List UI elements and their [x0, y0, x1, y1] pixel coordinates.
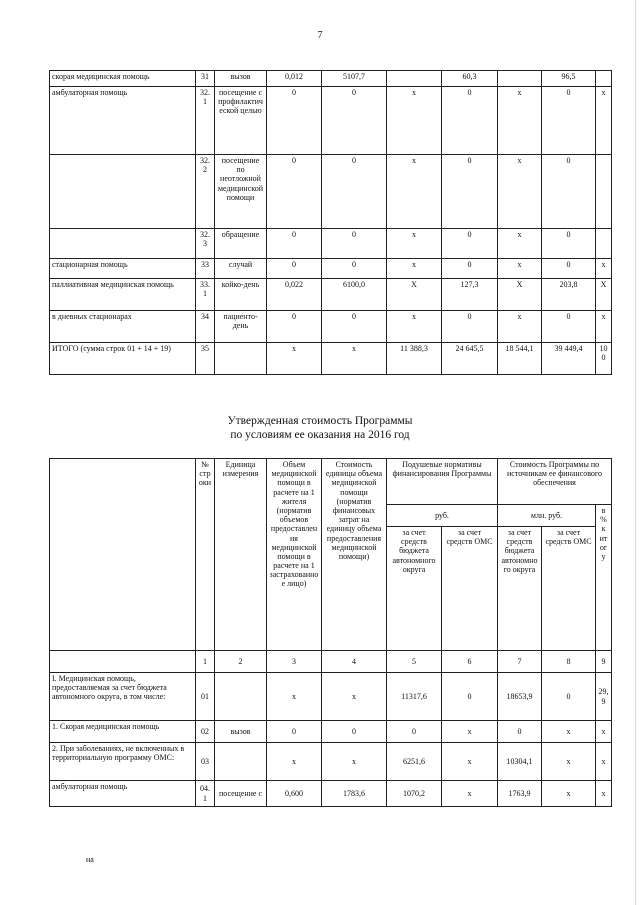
table-cell: 0 — [542, 87, 596, 155]
row-label-cell: паллиативная медицинская помощь — [50, 279, 196, 311]
table-cell: 0 — [267, 259, 322, 279]
table-cell: 32. 3 — [196, 229, 215, 259]
row-label-cell: скорая медицинская помощь — [50, 71, 196, 87]
table-caption — [0, 414, 640, 443]
table-cell: х — [542, 781, 596, 807]
row-label-cell — [50, 229, 196, 259]
column-number: 7 — [498, 651, 542, 673]
table-cell: 1070,2 — [387, 781, 442, 807]
table-cell: посещение по неотложной медицинской помощи — [215, 155, 267, 229]
row-label-cell: ИТОГО (сумма строк 01 + 14 + 19) — [50, 343, 196, 375]
table-cell: х — [498, 229, 542, 259]
table-cell: 0,012 — [267, 71, 322, 87]
header-row-no: № строки — [196, 459, 215, 651]
table-row — [50, 743, 612, 781]
table-row — [50, 343, 612, 375]
table-cell: х — [542, 721, 596, 743]
row-label-cell: стационарная помощь — [50, 259, 196, 279]
table-cell — [596, 71, 612, 87]
table-cell: 100 — [596, 343, 612, 375]
table-cell: х — [322, 743, 387, 781]
header-percent: в % к итогу — [596, 505, 612, 651]
table-cell: 0 — [267, 87, 322, 155]
table-cell — [498, 71, 542, 87]
column-number: 4 — [322, 651, 387, 673]
table-cell: 127,3 — [442, 279, 498, 311]
table-cell: 1783,6 — [322, 781, 387, 807]
table-cell: 6251,6 — [387, 743, 442, 781]
table-cell: 02 — [196, 721, 215, 743]
table-cell: 24 645,5 — [442, 343, 498, 375]
table-cell: посещение с — [215, 781, 267, 807]
header-per-capita: Подушевые нормативы финансирования Программы — [387, 459, 498, 505]
header-mln-rub: млн. руб. — [498, 505, 596, 527]
table-cell: 0 — [267, 155, 322, 229]
table-cell: х — [498, 155, 542, 229]
header-budget-2: за счет средств бюджета автономного округа — [498, 527, 542, 651]
table-row — [50, 673, 612, 721]
table-cell: 0 — [542, 259, 596, 279]
row-label-cell: в дневных стационарах — [50, 311, 196, 343]
table-cell: койко-день — [215, 279, 267, 311]
table-row — [50, 155, 612, 229]
table-cell: Х — [387, 279, 442, 311]
header-oms-1: за счет средств ОМС — [442, 527, 498, 651]
table-cell: 39 449,4 — [542, 343, 596, 375]
table-cell: х — [267, 673, 322, 721]
caption-line-2: по условиям ее оказания на 2016 год — [230, 429, 410, 442]
table-cell: случай — [215, 259, 267, 279]
row-label-cell: амбулаторная помощь — [50, 781, 196, 807]
table-cell: 32. 1 — [196, 87, 215, 155]
table-cell: х — [596, 311, 612, 343]
row-label-cell: I. Медицинская помощь, предоставляемая за счет бюджета автономного округа, в том числе: — [50, 673, 196, 721]
column-number: 9 — [596, 651, 612, 673]
table-cell: 33 — [196, 259, 215, 279]
table-cell: х — [542, 743, 596, 781]
table-cell: 0 — [542, 673, 596, 721]
table-cell: 0 — [498, 721, 542, 743]
table-cell: 11 388,3 — [387, 343, 442, 375]
table-cell: х — [498, 87, 542, 155]
table-cell: 0 — [267, 311, 322, 343]
table-cell — [387, 71, 442, 87]
row-label-cell: амбулаторная помощь — [50, 87, 196, 155]
table-cell: х — [596, 721, 612, 743]
table-cell: х — [267, 743, 322, 781]
header-unit-cost: Стоимость единицы объема медицинской помощи (норматив финансовых затрат на единицу объема предоставления медицинской помощи) — [322, 459, 387, 651]
table-cell: х — [322, 673, 387, 721]
table-cell: 0,022 — [267, 279, 322, 311]
table-cell: вызов — [215, 721, 267, 743]
table-cell — [215, 343, 267, 375]
row-label-cell: 2. При заболеваниях, не включенных в территориальную программу ОМС: — [50, 743, 196, 781]
table-row — [50, 721, 612, 743]
table-cell: 1763,9 — [498, 781, 542, 807]
table-cell: 33. 1 — [196, 279, 215, 311]
table-cell: 0 — [267, 229, 322, 259]
table-cell: 34 — [196, 311, 215, 343]
table-cell: х — [596, 259, 612, 279]
table-cell: Х — [498, 279, 542, 311]
column-number: 5 — [387, 651, 442, 673]
page-number: 7 — [317, 30, 323, 41]
table-cell: 10304,1 — [498, 743, 542, 781]
table-cell: 0 — [542, 229, 596, 259]
table-cell: 0 — [322, 311, 387, 343]
table-cell: вызов — [215, 71, 267, 87]
table-cell: х — [498, 259, 542, 279]
table-cell: обращение — [215, 229, 267, 259]
table-cell: х — [596, 743, 612, 781]
table-cell: Х — [596, 279, 612, 311]
table-cell: пациенто-день — [215, 311, 267, 343]
table-cell: 0 — [442, 311, 498, 343]
table-cell: 0 — [442, 259, 498, 279]
table-cell: 0 — [322, 87, 387, 155]
table-cell: х — [387, 229, 442, 259]
table-cell: 11317,6 — [387, 673, 442, 721]
table-cell: 6100,0 — [322, 279, 387, 311]
table-cell: х — [387, 87, 442, 155]
column-number: 8 — [542, 651, 596, 673]
table-cell: 0 — [267, 721, 322, 743]
table-cell — [215, 673, 267, 721]
table-row — [50, 781, 612, 807]
table-cell: х — [498, 311, 542, 343]
table-cell: х — [442, 743, 498, 781]
table-row — [50, 279, 612, 311]
table-cell: 0 — [322, 155, 387, 229]
table-cell: 0 — [322, 229, 387, 259]
table-cell: х — [442, 721, 498, 743]
table-cell: 0 — [542, 311, 596, 343]
table-cell: 0 — [322, 721, 387, 743]
header-unit: Единица измерения — [215, 459, 267, 651]
table-row — [50, 311, 612, 343]
table-cell: х — [596, 781, 612, 807]
table-cell: х — [387, 155, 442, 229]
table-cell: х — [387, 311, 442, 343]
header-program-cost: Стоимость Программы по источникам ее финансового обеспечения — [498, 459, 612, 505]
program-cost-table-continued — [49, 70, 612, 375]
header-blank-cell — [50, 459, 196, 651]
table-cell: 96,5 — [542, 71, 596, 87]
table-cell: 60,3 — [442, 71, 498, 87]
column-number: 2 — [215, 651, 267, 673]
table-row — [50, 229, 612, 259]
header-rub: руб. — [387, 505, 498, 527]
table-cell: 01 — [196, 673, 215, 721]
table-cell: 0 — [442, 673, 498, 721]
table-row — [50, 259, 612, 279]
table-row — [50, 87, 612, 155]
column-number: 6 — [442, 651, 498, 673]
table-cell: 04. 1 — [196, 781, 215, 807]
table-cell: 32. 2 — [196, 155, 215, 229]
footer-continuation-text: на — [86, 855, 94, 864]
table-cell — [596, 155, 612, 229]
table-cell: х — [322, 343, 387, 375]
table-cell: 0,600 — [267, 781, 322, 807]
table-cell: посещение с профилактической целью — [215, 87, 267, 155]
row-label-cell: 1. Скорая медицинская помощь — [50, 721, 196, 743]
table-cell: 203,8 — [542, 279, 596, 311]
table-cell: 31 — [196, 71, 215, 87]
column-number-blank — [50, 651, 196, 673]
table-cell — [596, 229, 612, 259]
table-cell: х — [267, 343, 322, 375]
table-cell: 0 — [387, 721, 442, 743]
header-volume: Объем медицинской помощи в расчете на 1 жителя (норматив объемов предоставления медицинской помощи в расчете на 1 застрахованное лицо) — [267, 459, 322, 651]
table-cell: х — [387, 259, 442, 279]
table-cell: 0 — [442, 229, 498, 259]
table-row — [50, 71, 612, 87]
row-label-cell — [50, 155, 196, 229]
table-cell — [215, 743, 267, 781]
header-budget-1: за счет средств бюджета автономного округа — [387, 527, 442, 651]
table-cell: 18 544,1 — [498, 343, 542, 375]
program-cost-2016-table — [49, 458, 612, 807]
table-cell: 0 — [442, 87, 498, 155]
table-cell: 35 — [196, 343, 215, 375]
table-cell: 29, 9 — [596, 673, 612, 721]
table-cell: 0 — [322, 259, 387, 279]
column-numbers-row — [50, 651, 612, 673]
caption-line-1: Утвержденная стоимость Программы — [227, 415, 413, 427]
column-number: 1 — [196, 651, 215, 673]
header-oms-2: за счет средств ОМС — [542, 527, 596, 651]
table-cell: 5107,7 — [322, 71, 387, 87]
column-number: 3 — [267, 651, 322, 673]
table-cell: 03 — [196, 743, 215, 781]
table-cell: 18653,9 — [498, 673, 542, 721]
table-cell: х — [596, 87, 612, 155]
table-header — [50, 459, 612, 673]
table-cell: х — [442, 781, 498, 807]
scan-edge-line — [635, 0, 636, 905]
table-cell: 0 — [442, 155, 498, 229]
table-cell: 0 — [542, 155, 596, 229]
